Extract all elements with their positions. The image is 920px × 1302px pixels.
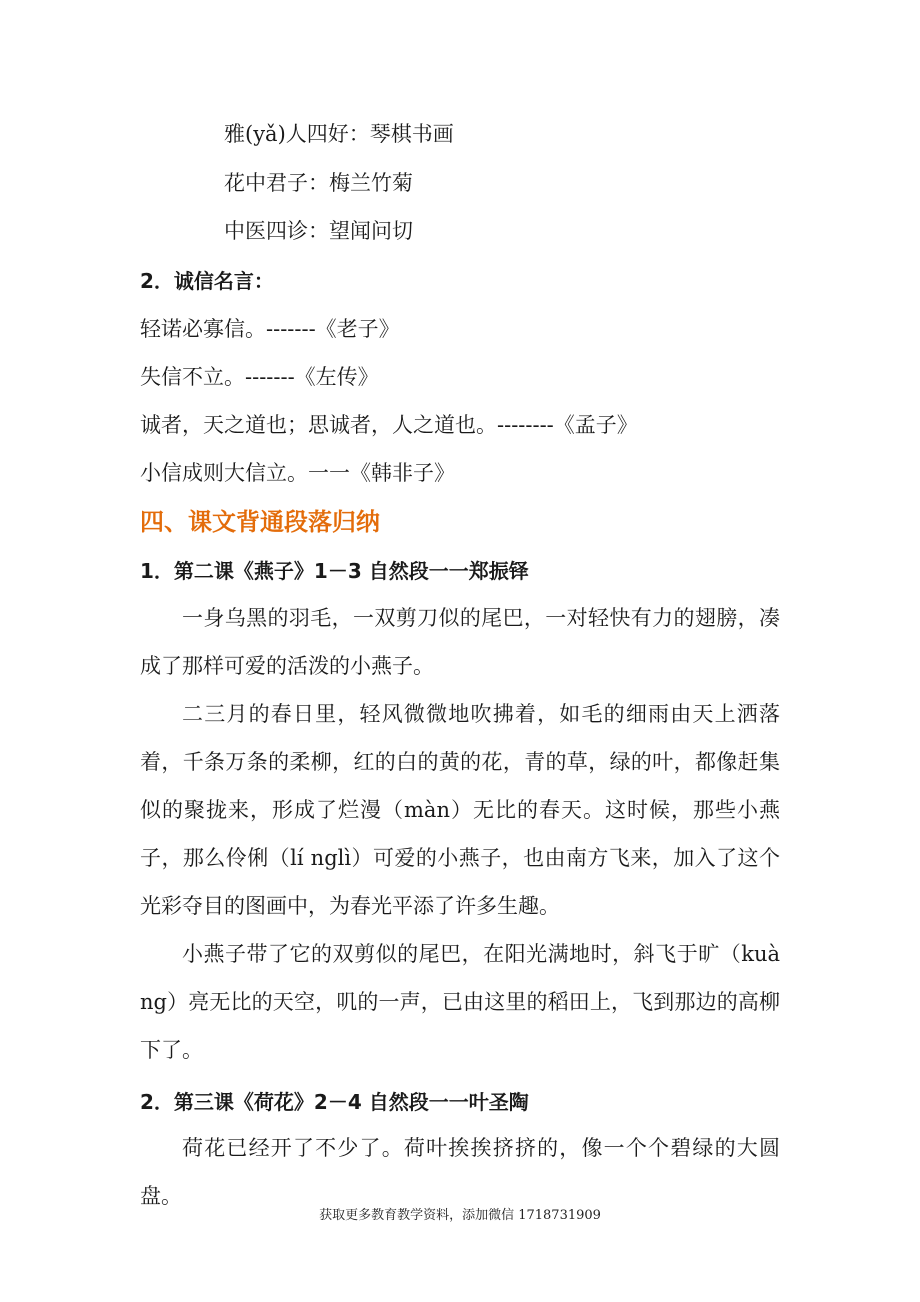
lesson3-paragraph-1: 荷花已经开了不少了。荷叶挨挨挤挤的，像一个个碧绿的大圆盘。	[140, 1136, 780, 1208]
saying-line-3: 中医四诊：望闻问切	[224, 219, 413, 243]
saying-line-2: 花中君子：梅兰竹菊	[224, 171, 413, 195]
quote-mengzi: 诚者，天之道也；思诚者，人之道也。--------《孟子》	[140, 413, 638, 437]
quote-laozi: 轻诺必寡信。-------《老子》	[140, 317, 400, 341]
quote-hanfeizi: 小信成则大信立。一一《韩非子》	[140, 461, 455, 485]
section-heading-recitation: 四、课文背通段落归纳	[140, 508, 380, 536]
lesson2-heading: 1．第二课《燕子》1－3 自然段一一郑振铎	[140, 559, 529, 583]
page-footer: 获取更多教育教学资料，添加微信 1718731909	[319, 1208, 601, 1223]
lesson2-paragraph-2: 二三月的春日里，轻风微微地吹拂着，如毛的细雨由天上洒落着，千条万条的柔柳，红的白的黄的花，青的草，绿的叶，都像赶集似的聚拢来，形成了烂漫（màn）无比的春天。这时候，那些小燕子，那么伶俐（lí nglì）可爱的小燕子，也由南方飞来，加入了这个光彩夺目的图画中，为春光平添了许多生趣。	[140, 702, 780, 918]
quote-zuozhuan: 失信不立。-------《左传》	[140, 365, 379, 389]
lesson2-paragraph-3: 小燕子带了它的双剪似的尾巴，在阳光满地时，斜飞于旷（kuà ng）亮无比的天空，叽的一声，已由这里的稻田上，飞到那边的高柳下了。	[140, 942, 780, 1062]
lesson2-paragraph-1: 一身乌黑的羽毛，一双剪刀似的尾巴，一对轻快有力的翅膀，凑成了那样可爱的活泼的小燕子。	[140, 606, 780, 678]
saying-line-1: 雅(yǎ)人四好：琴棋书画	[224, 122, 454, 146]
sincerity-heading: 2．诚信名言：	[140, 269, 274, 293]
lesson3-heading: 2．第三课《荷花》2－4 自然段一一叶圣陶	[140, 1090, 529, 1114]
